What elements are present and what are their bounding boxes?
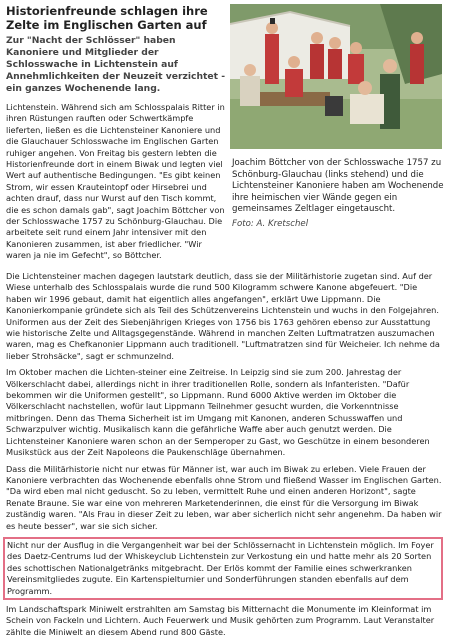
article-lead: Zur "Nacht der Schlösser" haben Kanoniere und Mitglieder der Schlosswache in Lichtenstein auf Annehmlichkeiten der Neuzeit verzichtet - ein ganzes Wochenende lang. xyxy=(6,35,226,94)
highlighted-paragraph: Nicht nur der Ausflug in die Vergangenheit war bei der Schlössernacht in Lichtenstein möglich. Im Foyer des Daetz-Centrums lud der Whiskeyclub Lichtenstein zur Verkostung ein und hatte mehr als 20 Sorten des schottischen Nationalgetränks mitgebracht. Der Erlös kommt der Familie eines schwerkranken Vereinsmitgliedes zugute. Ein Kartenspielturnier und Sonderführungen standen ebenfalls auf dem Programm. xyxy=(3,537,443,600)
photo-caption-text: Joachim Böttcher von der Schlosswache 1757 zu Schönburg-Glauchau (links stehend) und die Lichtensteiner Kanoniere haben am Wochenende ihre heimischen vier Wände gegen ein gemeinsames Zeltlager eingetauscht. xyxy=(232,158,444,215)
photo-caption xyxy=(232,158,444,231)
article-paragraph-2: Die Lichtensteiner machen dagegen lautstark deutlich, dass sie der Militärhistorie zugetan sind. Auf der Wiese unterhalb des Schlosspalais wurde die rund 500 Kilogramm schwere Kanone abgefeuert. "Die haben wir 1996 gebaut, damit hat eigentlich alles angefangen", erklärt Uwe Lippmann. Die Kanonierkompanie gründete sich als Teil des Schützenvereins Lichtenstein und wuchs in den Folgejahren. Uniformen aus der Zeit des Siebenjährigen Krieges von 1756 bis 1763 gehören ebenso zur Ausstattung wie historische Zelte und Alltagsgegenstände. Während in manchen Zelten Luftmatratzen auszumachen waren, mag es Chefkanonier Lippmann auch traditionell. "Luftmatratzen sind für Weicheier. Ich nehme da lieber Strohsäcke", sagt er schmunzelnd. xyxy=(6,271,440,361)
article-paragraph-3: Im Oktober machen die Lichten-steiner eine Zeitreise. In Leipzig sind sie zum 200. Jahrestag der Völkerschlacht dabei, allerdings nicht in ihrer traditionellen Rolle, sondern als Infanteristen. "Dafür bekommen wir die Uniformen gestellt", so Lippmann. Rund 6000 Aktive werden im Oktober die Völkerschlacht nachstellen, wofür laut Lippmann Teilnehmer gesucht wurden, die Vorkenntnisse mitbringen. Denn das Thema Sicherheit ist im Umgang mit Kanonen, anderen Schusswaffen und Schwarzpulver wichtig. Musikalisch kann die gefährliche Waffe aber auch genutzt werden. Die Lichtensteiner Kanoniere waren schon an der Semperoper zu Gast, wo Geschütze in einem besonderen Musikstück aus der Zeit Napoleons die Paukenschläge übernahmen. xyxy=(6,367,430,458)
article-paragraph-6: Im Landschaftspark Miniwelt erstrahlten am Samstag bis Mitternacht die Monumente im Kleinformat im Schein von Fackeln und Lichtern. Auch Feuerwerk und Musik gehörten zum Programm. Laut Veranstalter zählte die Miniwelt an diesem Abend rund 800 Gäste. xyxy=(6,603,435,637)
article-paragraph-1: Lichtenstein. Während sich am Schlosspalais Ritter in ihren Rüstungen rauften oder Schwertkämpfe lieferten, ließen es die Lichtensteiner Kanoniere und die Glauchauer Schlosswache im Englischen Garten ruhiger angehen. Von Freitag bis gestern lebten die Historienfreunde dort in einem Biwak und legten viel Wert auf authentische Bedingungen. "Es gibt keinen Strom, wir essen Krauteintopf oder Hirsebrei und achten drauf, dass nur Wurst auf den Tisch kommt, die es schon damals gab", sagt Joachim Böttcher von der Schlosswache 1757 zu Schönburg-Glauchau. Die arbeitete seit rund einem Jahr intensiver mit den Kanonieren zusammen, ist aber friedlicher. "Wir waren ja nie im Gefecht", so Böttcher. xyxy=(6,102,225,261)
article-headline: Historienfreunde schlagen ihre Zelte im Englischen Garten auf xyxy=(6,4,208,32)
photo-illustration xyxy=(230,4,442,149)
photo-credit: Foto: A. Kretschel xyxy=(232,218,309,229)
article-photo xyxy=(230,4,442,149)
article-body xyxy=(6,271,443,643)
article-paragraph-4: Dass die Militärhistorie nicht nur etwas für Männer ist, war auch im Biwak zu erleben. Viele Frauen der Kanoniere verbrachten das Wochenende ebenfalls ohne Strom und fließend Wasser im Englischen Garten. "Da wird eben mal nicht geduscht. So zu leben, vermittelt Ruhe und einen anderen Horizont", sagte Renate Braune. Sie war eine von mehreren Marketenderinnen, die einst für die Versorgung im Biwak zuständig waren. "Als Frau in dieser Zeit zu leben, war aber sicherlich nicht sehr angenehm. Da haben wir es heute besser", war sie sich sicher. xyxy=(6,463,442,531)
